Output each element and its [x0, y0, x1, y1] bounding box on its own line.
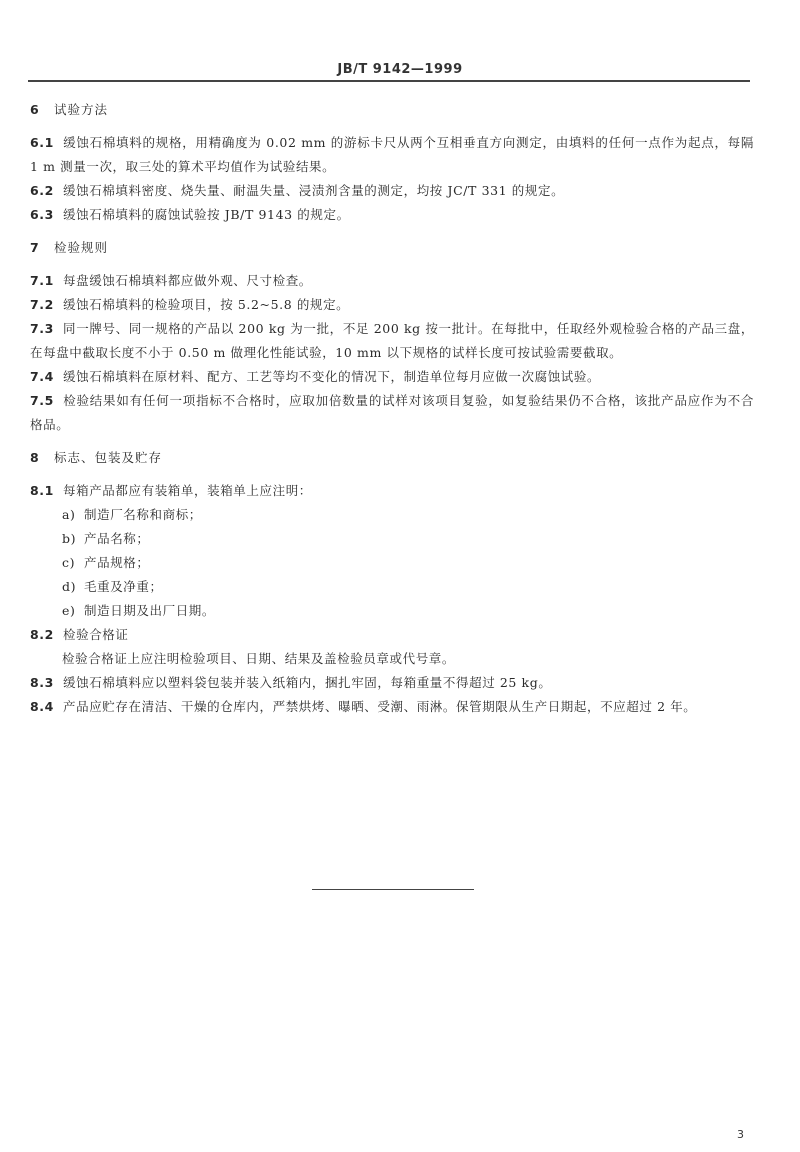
- clause-number: 7.4: [30, 369, 54, 384]
- clause-8-2: [30, 623, 754, 647]
- list-text: 毛重及净重；: [84, 579, 163, 594]
- clause-8-4: [30, 695, 754, 719]
- clause-number: 7.5: [30, 393, 54, 408]
- clause-6-1: [30, 131, 754, 179]
- clause-7-1: [30, 269, 754, 293]
- clause-text: 缓蚀石棉填料的规格，用精确度为 0.02 mm 的游标卡尺从两个互相垂直方向测定，由填料的任何一点作为起点，每隔 1 m 测量一次，取三处的算术平均值作为试验结果。: [30, 135, 754, 174]
- clause-number: 7.1: [30, 273, 54, 288]
- clause-text: 同一牌号、同一规格的产品以 200 kg 为一批，不足 200 kg 按一批计。在每批中，任取经外观检验合格的产品三盘，在每盘中截取长度不小于 0.50 m 做理化性能试验，10 mm 以下规格的试样长度可按试验需要截取。: [30, 321, 754, 360]
- clause-number: 6.2: [30, 183, 54, 198]
- list-item: [30, 551, 754, 575]
- clause-text: 缓蚀石棉填料应以塑料袋包装并装入纸箱内，捆扎牢固，每箱重量不得超过 25 kg。: [63, 675, 552, 690]
- clause-7-3: [30, 317, 754, 365]
- clause-text: 检验合格证: [63, 627, 129, 642]
- clause-7-4: [30, 365, 754, 389]
- clause-number: 8.2: [30, 627, 54, 642]
- section-number: 6: [30, 102, 40, 117]
- section-title-text: 试验方法: [54, 102, 109, 117]
- list-marker: c): [62, 555, 76, 570]
- end-of-document-rule: [312, 889, 474, 890]
- list-text: 制造厂名称和商标；: [84, 507, 202, 522]
- clause-number: 7.3: [30, 321, 54, 336]
- section-6-title: [30, 98, 754, 122]
- section-number: 7: [30, 240, 40, 255]
- clause-text: 产品应贮存在清洁、干燥的仓库内，严禁烘烤、曝晒、受潮、雨淋。保管期限从生产日期起，不应超过 2 年。: [63, 699, 697, 714]
- list-item: [30, 527, 754, 551]
- section-8-title: [30, 446, 754, 470]
- list-item: [30, 503, 754, 527]
- list-text: 产品规格；: [84, 555, 150, 570]
- clause-number: 8.1: [30, 483, 54, 498]
- clause-text: 缓蚀石棉填料在原材料、配方、工艺等均不变化的情况下，制造单位每月应做一次腐蚀试验。: [63, 369, 601, 384]
- clause-text: 缓蚀石棉填料的检验项目，按 5.2~5.8 的规定。: [63, 297, 350, 312]
- standard-code: JB/T 9142—1999: [337, 62, 463, 77]
- clause-number: 6.3: [30, 207, 54, 222]
- list-marker: d): [62, 579, 77, 594]
- clause-6-3: [30, 203, 754, 227]
- document-body: [30, 98, 754, 719]
- list-marker: b): [62, 531, 77, 546]
- header-rule: [28, 80, 750, 82]
- clause-text: 缓蚀石棉填料密度、烧失量、耐温失量、浸渍剂含量的测定，均按 JC/T 331 的规定。: [63, 183, 565, 198]
- clause-text: 每盘缓蚀石棉填料都应做外观、尺寸检查。: [63, 273, 312, 288]
- clause-8-3: [30, 671, 754, 695]
- clause-7-2: [30, 293, 754, 317]
- clause-text: 缓蚀石棉填料的腐蚀试验按 JB/T 9143 的规定。: [63, 207, 350, 222]
- clause-text: 每箱产品都应有装箱单，装箱单上应注明：: [63, 483, 312, 498]
- clause-number: 8.4: [30, 699, 54, 714]
- page-number: 3: [737, 1128, 744, 1141]
- list-marker: e): [62, 603, 76, 618]
- clause-7-5: [30, 389, 754, 437]
- clause-number: 7.2: [30, 297, 54, 312]
- clause-number: 6.1: [30, 135, 54, 150]
- section-title-text: 标志、包装及贮存: [54, 450, 163, 465]
- clause-8-1: [30, 479, 754, 503]
- clause-text: 检验结果如有任何一项指标不合格时，应取加倍数量的试样对该项目复验，如复验结果仍不合格，该批产品应作为不合格品。: [30, 393, 754, 432]
- list-text: 产品名称；: [84, 531, 150, 546]
- list-item: [30, 599, 754, 623]
- section-7-title: [30, 236, 754, 260]
- section-number: 8: [30, 450, 40, 465]
- list-item: [30, 575, 754, 599]
- list-marker: a): [62, 507, 76, 522]
- clause-6-2: [30, 179, 754, 203]
- list-text: 制造日期及出厂日期。: [84, 603, 216, 618]
- clause-8-2-detail: 检验合格证上应注明检验项目、日期、结果及盖检验员章或代号章。: [62, 651, 456, 666]
- section-title-text: 检验规则: [54, 240, 109, 255]
- clause-number: 8.3: [30, 675, 54, 690]
